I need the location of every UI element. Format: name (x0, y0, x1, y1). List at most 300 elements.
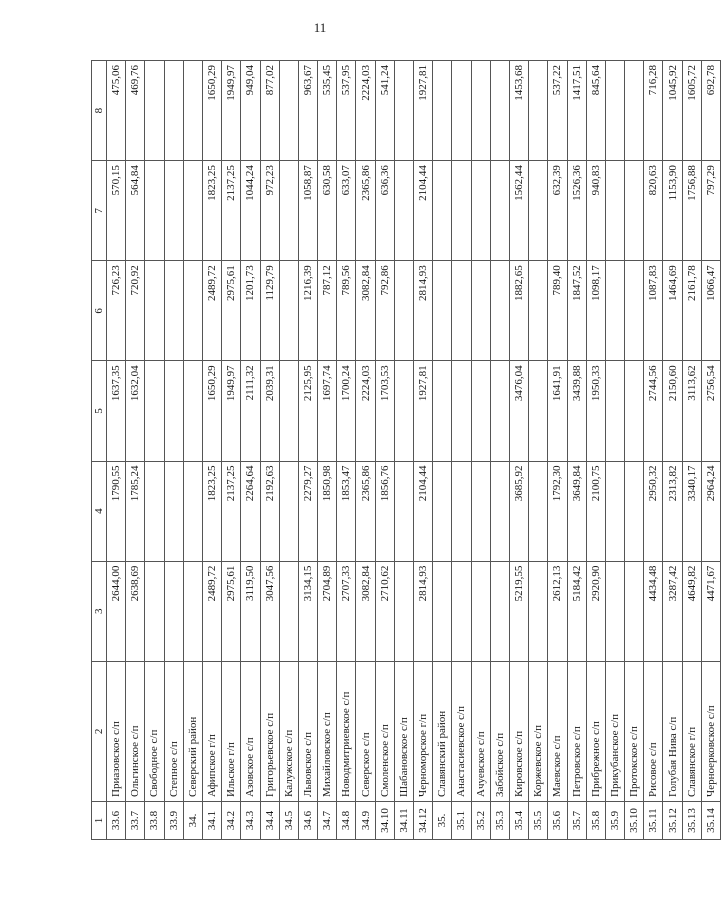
row-name-cell: Петровское с/п (567, 661, 586, 801)
row-code-cell: 34.10 (375, 801, 394, 839)
row-name-cell: Голубая Нива с/п (663, 661, 682, 801)
value-cell (605, 361, 624, 461)
table-row (548, 61, 567, 840)
value-cell: 1098,17 (586, 261, 605, 361)
value-cell: 1700,24 (337, 361, 356, 461)
value-cell (164, 361, 183, 461)
table-row (202, 61, 221, 840)
row-name-cell: Протокское с/п (625, 661, 644, 801)
value-cell: 4471,67 (701, 561, 720, 661)
value-cell: 1129,79 (260, 261, 279, 361)
row-code-cell: 35.11 (644, 801, 663, 839)
table-row (625, 61, 644, 840)
value-cell: 2224,03 (356, 61, 375, 161)
row-name-cell: Анастасиевское с/п (452, 661, 471, 801)
table-row (222, 61, 241, 840)
value-cell: 2975,61 (222, 261, 241, 361)
row-code-cell: 35. (433, 801, 452, 839)
value-cell (471, 561, 490, 661)
value-cell: 1044,24 (241, 161, 260, 261)
value-cell (394, 61, 413, 161)
value-cell: 726,23 (107, 261, 126, 361)
column-header: 6 (92, 261, 107, 361)
value-cell: 3685,92 (509, 461, 528, 561)
table-header-row (92, 61, 107, 840)
value-cell: 1882,65 (509, 261, 528, 361)
value-cell: 1637,35 (107, 361, 126, 461)
table-row (529, 61, 548, 840)
value-cell: 2111,32 (241, 361, 260, 461)
value-cell: 2920,90 (586, 561, 605, 661)
table-row (644, 61, 663, 840)
value-cell: 469,76 (126, 61, 145, 161)
value-cell: 570,15 (107, 161, 126, 261)
table-row (394, 61, 413, 840)
value-cell: 972,23 (260, 161, 279, 261)
value-cell: 564,84 (126, 161, 145, 261)
row-code-cell: 34.11 (394, 801, 413, 839)
value-cell: 2104,44 (414, 461, 433, 561)
value-cell (145, 161, 164, 261)
value-cell: 3134,15 (298, 561, 317, 661)
row-code-cell: 34. (183, 801, 202, 839)
value-cell: 1823,25 (202, 161, 221, 261)
value-cell: 2638,69 (126, 561, 145, 661)
page-number: 11 (313, 20, 327, 35)
value-cell (529, 361, 548, 461)
value-cell (490, 361, 509, 461)
value-cell: 797,29 (701, 161, 720, 261)
value-cell: 1526,36 (567, 161, 586, 261)
table-row (183, 61, 202, 840)
value-cell (164, 261, 183, 361)
value-cell: 1949,97 (222, 361, 241, 461)
value-cell (279, 161, 298, 261)
row-code-cell: 34.12 (414, 801, 433, 839)
value-cell (394, 261, 413, 361)
value-cell (529, 161, 548, 261)
value-cell: 2100,75 (586, 461, 605, 561)
row-code-cell: 34.8 (337, 801, 356, 839)
value-cell (490, 561, 509, 661)
row-code-cell: 34.5 (279, 801, 298, 839)
value-cell (433, 461, 452, 561)
value-cell: 2137,25 (222, 161, 241, 261)
row-code-cell: 34.1 (202, 801, 221, 839)
row-name-cell: Маевское с/п (548, 661, 567, 801)
row-code-cell: 33.8 (145, 801, 164, 839)
value-cell: 5184,42 (567, 561, 586, 661)
value-cell (145, 461, 164, 561)
row-code-cell: 35.6 (548, 801, 567, 839)
value-cell: 535,45 (318, 61, 337, 161)
value-cell: 963,67 (298, 61, 317, 161)
value-cell: 2039,31 (260, 361, 279, 461)
table-row (107, 61, 126, 840)
value-cell (490, 61, 509, 161)
table-row (279, 61, 298, 840)
value-cell: 820,63 (644, 161, 663, 261)
row-code-cell: 35.3 (490, 801, 509, 839)
column-header: 2 (92, 661, 107, 801)
table-row (375, 61, 394, 840)
table-row (414, 61, 433, 840)
row-code-cell: 35.13 (682, 801, 701, 839)
value-cell: 692,78 (701, 61, 720, 161)
value-cell: 2950,32 (644, 461, 663, 561)
table-row (164, 61, 183, 840)
row-name-cell: Славянское г/п (682, 661, 701, 801)
row-name-cell: Славянский район (433, 661, 452, 801)
value-cell: 5219,55 (509, 561, 528, 661)
value-cell: 1703,53 (375, 361, 394, 461)
value-cell (605, 461, 624, 561)
value-cell: 1045,92 (663, 61, 682, 161)
value-cell: 2644,00 (107, 561, 126, 661)
table-row (126, 61, 145, 840)
value-cell (394, 161, 413, 261)
value-cell: 2814,93 (414, 261, 433, 361)
row-name-cell: Северское с/п (356, 661, 375, 801)
value-cell: 3476,04 (509, 361, 528, 461)
value-cell (625, 161, 644, 261)
value-cell (145, 561, 164, 661)
value-cell: 2814,93 (414, 561, 433, 661)
value-cell: 475,06 (107, 61, 126, 161)
value-cell: 3047,56 (260, 561, 279, 661)
value-cell: 1066,47 (701, 261, 720, 361)
value-cell: 1697,74 (318, 361, 337, 461)
column-header: 8 (92, 61, 107, 161)
value-cell: 2489,72 (202, 261, 221, 361)
value-cell (605, 561, 624, 661)
row-name-cell: Северский район (183, 661, 202, 801)
value-cell: 3649,84 (567, 461, 586, 561)
value-cell (164, 61, 183, 161)
value-cell: 1847,52 (567, 261, 586, 361)
table-row (298, 61, 317, 840)
value-cell: 537,95 (337, 61, 356, 161)
row-name-cell: Смоленское с/п (375, 661, 394, 801)
table-row (356, 61, 375, 840)
row-code-cell: 35.7 (567, 801, 586, 839)
row-code-cell: 33.6 (107, 801, 126, 839)
value-cell: 720,92 (126, 261, 145, 361)
table-row (490, 61, 509, 840)
value-cell (145, 361, 164, 461)
row-code-cell: 35.14 (701, 801, 720, 839)
value-cell: 2224,03 (356, 361, 375, 461)
value-cell (490, 261, 509, 361)
value-cell: 2744,56 (644, 361, 663, 461)
value-cell: 541,24 (375, 61, 394, 161)
row-code-cell: 35.5 (529, 801, 548, 839)
value-cell: 632,39 (548, 161, 567, 261)
row-name-cell: Азовское с/п (241, 661, 260, 801)
row-name-cell: Новодмитриевское с/п (337, 661, 356, 801)
row-code-cell: 34.4 (260, 801, 279, 839)
value-cell: 787,12 (318, 261, 337, 361)
row-code-cell: 35.10 (625, 801, 644, 839)
value-cell (433, 361, 452, 461)
value-cell: 1632,04 (126, 361, 145, 461)
table-row (701, 61, 720, 840)
value-cell (145, 261, 164, 361)
value-cell: 1853,47 (337, 461, 356, 561)
value-cell (471, 161, 490, 261)
row-name-cell: Свободное с/п (145, 661, 164, 801)
value-cell (433, 261, 452, 361)
row-code-cell: 34.7 (318, 801, 337, 839)
value-cell (452, 261, 471, 361)
value-cell: 1756,88 (682, 161, 701, 261)
row-code-cell: 35.2 (471, 801, 490, 839)
value-cell: 1562,44 (509, 161, 528, 261)
row-code-cell: 33.7 (126, 801, 145, 839)
value-cell (452, 561, 471, 661)
value-cell: 1641,91 (548, 361, 567, 461)
value-cell (529, 61, 548, 161)
value-cell (145, 61, 164, 161)
row-code-cell: 35.8 (586, 801, 605, 839)
row-name-cell: Коржевское с/п (529, 661, 548, 801)
value-cell (164, 161, 183, 261)
table-row (241, 61, 260, 840)
value-cell: 636,36 (375, 161, 394, 261)
value-cell (605, 261, 624, 361)
value-cell (625, 461, 644, 561)
value-cell: 1927,81 (414, 361, 433, 461)
value-cell: 2365,86 (356, 461, 375, 561)
value-cell: 1464,69 (663, 261, 682, 361)
value-cell: 949,04 (241, 61, 260, 161)
table-row (586, 61, 605, 840)
value-cell: 630,58 (318, 161, 337, 261)
value-cell (471, 461, 490, 561)
value-cell: 3340,17 (682, 461, 701, 561)
row-code-cell: 33.9 (164, 801, 183, 839)
value-cell (529, 561, 548, 661)
value-cell: 1856,76 (375, 461, 394, 561)
value-cell: 1216,39 (298, 261, 317, 361)
value-cell: 1058,87 (298, 161, 317, 261)
row-name-cell: Черноморское г/п (414, 661, 433, 801)
table-row (260, 61, 279, 840)
row-code-cell: 34.6 (298, 801, 317, 839)
row-name-cell: Львовское с/п (298, 661, 317, 801)
value-cell (183, 561, 202, 661)
value-cell: 2125,95 (298, 361, 317, 461)
value-cell: 1453,68 (509, 61, 528, 161)
value-cell: 1650,29 (202, 361, 221, 461)
value-cell (490, 161, 509, 261)
value-cell: 792,86 (375, 261, 394, 361)
row-name-cell: Ильское г/п (222, 661, 241, 801)
value-cell: 1605,72 (682, 61, 701, 161)
value-cell: 3287,42 (663, 561, 682, 661)
value-cell: 3439,88 (567, 361, 586, 461)
value-cell: 1087,83 (644, 261, 663, 361)
table-row (337, 61, 356, 840)
column-header: 3 (92, 561, 107, 661)
value-cell: 2975,61 (222, 561, 241, 661)
value-cell: 3113,62 (682, 361, 701, 461)
value-cell (625, 261, 644, 361)
row-name-cell: Калужское с/п (279, 661, 298, 801)
row-name-cell: Михайловское с/п (318, 661, 337, 801)
value-cell (452, 461, 471, 561)
row-code-cell: 35.1 (452, 801, 471, 839)
value-cell: 1823,25 (202, 461, 221, 561)
value-cell (279, 61, 298, 161)
value-cell (625, 61, 644, 161)
value-cell (183, 161, 202, 261)
value-cell: 1927,81 (414, 61, 433, 161)
value-cell: 3082,84 (356, 261, 375, 361)
value-cell: 1792,30 (548, 461, 567, 561)
row-name-cell: Ольгинское с/п (126, 661, 145, 801)
value-cell (605, 61, 624, 161)
value-cell: 4649,82 (682, 561, 701, 661)
value-cell (279, 261, 298, 361)
value-cell (471, 261, 490, 361)
value-cell (529, 461, 548, 561)
table-row (682, 61, 701, 840)
value-cell: 1950,33 (586, 361, 605, 461)
value-cell: 1785,24 (126, 461, 145, 561)
value-cell: 2150,60 (663, 361, 682, 461)
value-cell (452, 161, 471, 261)
row-code-cell: 35.12 (663, 801, 682, 839)
value-cell: 4434,48 (644, 561, 663, 661)
value-cell (279, 461, 298, 561)
value-cell (433, 161, 452, 261)
value-cell: 716,28 (644, 61, 663, 161)
value-cell: 2756,54 (701, 361, 720, 461)
value-cell (164, 561, 183, 661)
value-cell (625, 561, 644, 661)
row-name-cell: Шабановское с/п (394, 661, 413, 801)
table-row (452, 61, 471, 840)
value-cell (433, 61, 452, 161)
table-row (509, 61, 528, 840)
row-name-cell: Рисовое с/п (644, 661, 663, 801)
value-cell: 1201,73 (241, 261, 260, 361)
row-code-cell: 34.9 (356, 801, 375, 839)
value-cell: 940,83 (586, 161, 605, 261)
value-cell: 2192,63 (260, 461, 279, 561)
row-name-cell: Степное с/п (164, 661, 183, 801)
column-header: 1 (92, 801, 107, 839)
column-header: 4 (92, 461, 107, 561)
value-cell (433, 561, 452, 661)
value-cell: 2161,78 (682, 261, 701, 361)
row-name-cell: Приазовское с/п (107, 661, 126, 801)
value-cell: 633,07 (337, 161, 356, 261)
row-name-cell: Афипское г/п (202, 661, 221, 801)
value-cell: 1417,51 (567, 61, 586, 161)
value-cell: 2279,27 (298, 461, 317, 561)
value-cell (164, 461, 183, 561)
value-cell (452, 61, 471, 161)
value-cell (183, 361, 202, 461)
column-header: 5 (92, 361, 107, 461)
row-code-cell: 35.9 (605, 801, 624, 839)
value-cell: 2704,89 (318, 561, 337, 661)
value-cell (394, 461, 413, 561)
value-cell: 2964,24 (701, 461, 720, 561)
value-cell (183, 461, 202, 561)
value-cell: 2489,72 (202, 561, 221, 661)
value-cell (183, 61, 202, 161)
table-row (663, 61, 682, 840)
table-row (605, 61, 624, 840)
table-row (567, 61, 586, 840)
value-cell: 1850,98 (318, 461, 337, 561)
data-table-rotated (91, 60, 721, 840)
value-cell (279, 361, 298, 461)
data-table (91, 60, 721, 840)
row-code-cell: 35.4 (509, 801, 528, 839)
column-header: 7 (92, 161, 107, 261)
value-cell: 2313,82 (663, 461, 682, 561)
value-cell (490, 461, 509, 561)
value-cell (471, 361, 490, 461)
row-code-cell: 34.3 (241, 801, 260, 839)
row-name-cell: Забойское с/п (490, 661, 509, 801)
value-cell: 877,02 (260, 61, 279, 161)
value-cell: 2612,13 (548, 561, 567, 661)
row-code-cell: 34.2 (222, 801, 241, 839)
row-name-cell: Кировское с/п (509, 661, 528, 801)
value-cell (605, 161, 624, 261)
value-cell: 845,64 (586, 61, 605, 161)
value-cell: 3119,50 (241, 561, 260, 661)
table-row (433, 61, 452, 840)
value-cell: 789,56 (337, 261, 356, 361)
value-cell (471, 61, 490, 161)
table-row (318, 61, 337, 840)
value-cell: 2104,44 (414, 161, 433, 261)
value-cell (183, 261, 202, 361)
value-cell (625, 361, 644, 461)
value-cell: 1949,97 (222, 61, 241, 161)
value-cell: 2264,64 (241, 461, 260, 561)
table-row (145, 61, 164, 840)
value-cell: 1790,55 (107, 461, 126, 561)
value-cell (279, 561, 298, 661)
value-cell: 1650,29 (202, 61, 221, 161)
value-cell: 2710,62 (375, 561, 394, 661)
value-cell (394, 561, 413, 661)
row-name-cell: Прикубанское с/п (605, 661, 624, 801)
value-cell (394, 361, 413, 461)
row-name-cell: Григорьевское с/п (260, 661, 279, 801)
value-cell: 2137,25 (222, 461, 241, 561)
value-cell: 1153,90 (663, 161, 682, 261)
value-cell: 2707,33 (337, 561, 356, 661)
table-row (471, 61, 490, 840)
row-name-cell: Прибрежное с/п (586, 661, 605, 801)
value-cell (529, 261, 548, 361)
value-cell: 789,40 (548, 261, 567, 361)
table-body (107, 61, 721, 840)
value-cell: 3082,84 (356, 561, 375, 661)
row-name-cell: Черноерковское с/п (701, 661, 720, 801)
value-cell: 2365,86 (356, 161, 375, 261)
value-cell: 537,22 (548, 61, 567, 161)
value-cell (452, 361, 471, 461)
